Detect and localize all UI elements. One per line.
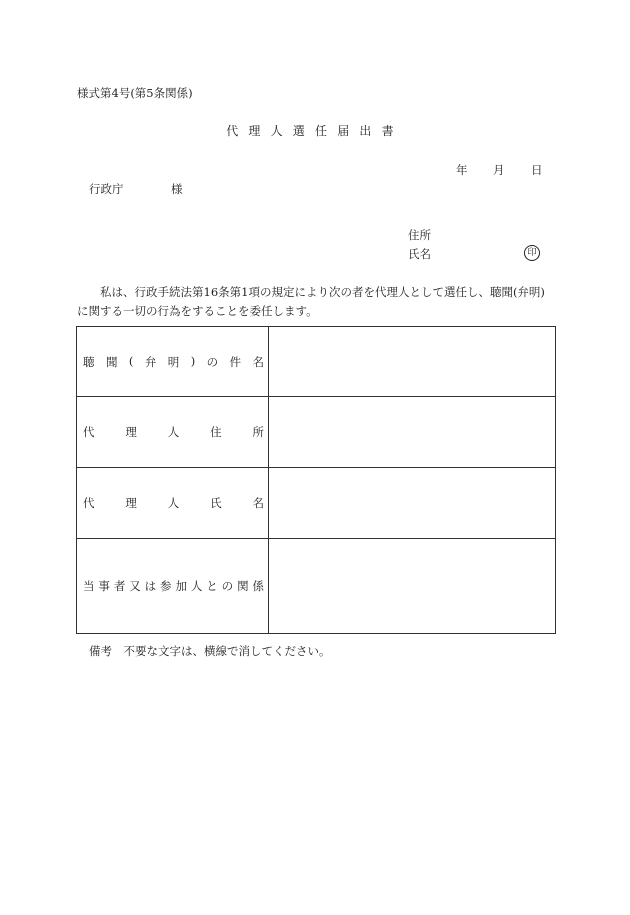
row-label-text: 当 事 者 又 は 参 加 人 と の 関 係 xyxy=(83,579,264,593)
row-label xyxy=(77,397,269,468)
seal-mark: 印 xyxy=(524,245,540,261)
row-value-field[interactable] xyxy=(269,327,556,397)
table-row xyxy=(77,468,556,539)
date-year: 年 xyxy=(456,163,468,177)
page-title: 代理人選任届出書 xyxy=(226,124,404,138)
row-value-field[interactable] xyxy=(269,539,556,634)
row-label-text: 聴 聞 ( 弁 明 ) の 件 名 xyxy=(83,353,264,369)
row-label-text: 代 理 人 氏 名 xyxy=(83,496,264,510)
date-month: 月 xyxy=(493,163,505,177)
delegation-table xyxy=(76,326,556,634)
body-text-line-2: に関する一切の行為をすることを委任します。 xyxy=(77,304,318,318)
body-text-line-1: 私は、行政手続法第16条第1項の規定により次の者を代理人として選任し、聴聞(弁明) xyxy=(100,285,545,299)
row-label-text: 代 理 人 住 所 xyxy=(83,425,264,439)
date-day: 日 xyxy=(531,163,543,177)
table-row xyxy=(77,397,556,468)
table-row xyxy=(77,327,556,397)
row-label xyxy=(77,468,269,539)
row-value-field[interactable] xyxy=(269,468,556,539)
addressee-honorific: 様 xyxy=(171,182,183,196)
addressee xyxy=(89,182,183,197)
table-row xyxy=(77,539,556,634)
applicant-address-label: 住所 xyxy=(408,228,431,242)
form-number: 様式第4号(第5条関係) xyxy=(77,86,193,100)
row-value-field[interactable] xyxy=(269,397,556,468)
applicant-name-label: 氏名 xyxy=(408,247,431,261)
addressee-name: 行政庁 xyxy=(89,182,124,196)
row-label xyxy=(77,327,269,397)
date-line xyxy=(456,163,543,178)
row-label xyxy=(77,539,269,634)
remarks-note: 備考 不要な文字は、横線で消してください。 xyxy=(89,644,331,658)
